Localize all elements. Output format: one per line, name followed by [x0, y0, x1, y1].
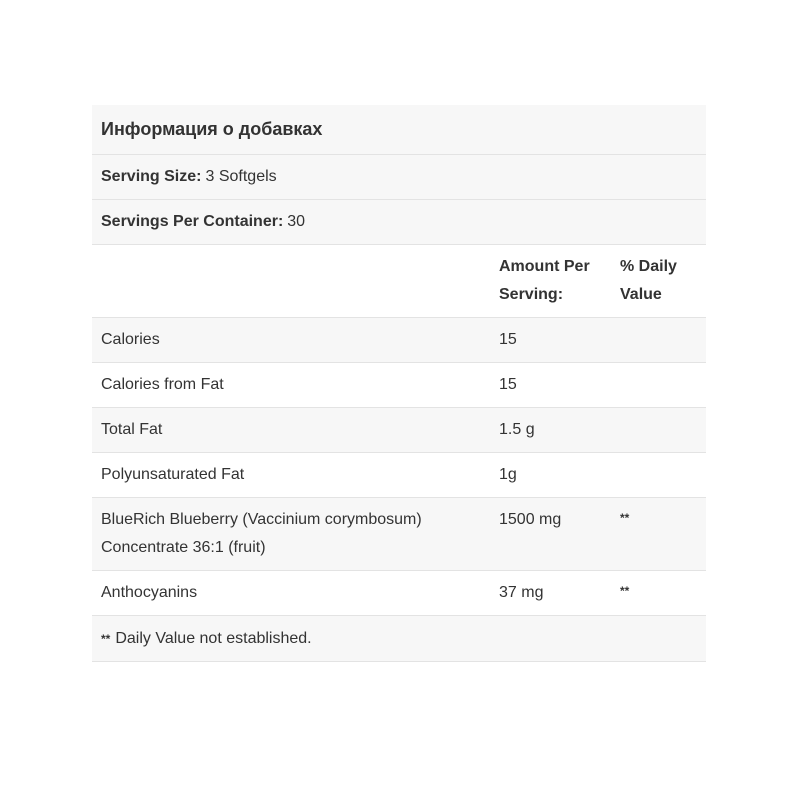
footnote: [92, 616, 706, 661]
nutrient-daily-value: [611, 453, 706, 498]
serving-size-row: [92, 155, 706, 200]
footnote-marker: **: [101, 631, 111, 646]
daily-value-header: % Daily Value: [620, 258, 677, 303]
nutrient-name: Polyunsaturated Fat: [101, 466, 245, 483]
nutrient-daily-value: [611, 363, 706, 408]
amount-per-serving-header: Amount Per Serving:: [499, 258, 590, 303]
servings-per-container-label: Servings Per Container:: [101, 213, 284, 230]
nutrient-amount: 1g: [499, 466, 517, 483]
supplement-facts-panel: [92, 105, 706, 662]
nutrient-daily-value: [611, 318, 706, 363]
nutrient-daily-value: **: [620, 511, 630, 525]
table-row: [92, 363, 706, 408]
serving-size-label: Serving Size:: [101, 168, 202, 185]
servings-per-container-value: 30: [287, 213, 306, 230]
table-row: [92, 571, 706, 616]
nutrient-name-header: [92, 245, 490, 318]
nutrient-amount: 15: [499, 331, 517, 348]
nutrient-name: BlueRich Blueberry (Vaccinium corymbosum) Concentrate 36:1 (fruit): [101, 511, 422, 556]
servings-per-container-row: [92, 200, 706, 245]
nutrient-name: Calories: [101, 331, 160, 348]
panel-title: Информация о добавках: [92, 105, 706, 155]
table-row: [92, 408, 706, 453]
nutrient-name: Total Fat: [101, 421, 163, 438]
table-row: [92, 498, 706, 571]
table-row: [92, 453, 706, 498]
serving-size-value: 3 Softgels: [205, 168, 277, 185]
nutrient-daily-value: **: [620, 584, 630, 598]
nutrient-table: [92, 245, 706, 616]
nutrient-amount: 1500 mg: [499, 511, 562, 528]
footnote-text: Daily Value not established.: [115, 629, 312, 647]
nutrient-name: Calories from Fat: [101, 376, 224, 393]
nutrient-amount: 37 mg: [499, 584, 544, 601]
nutrient-daily-value: [611, 408, 706, 453]
nutrient-name: Anthocyanins: [101, 584, 198, 601]
table-header-row: [92, 245, 706, 318]
table-row: [92, 318, 706, 363]
nutrient-amount: 1.5 g: [499, 421, 535, 438]
nutrient-amount: 15: [499, 376, 517, 393]
